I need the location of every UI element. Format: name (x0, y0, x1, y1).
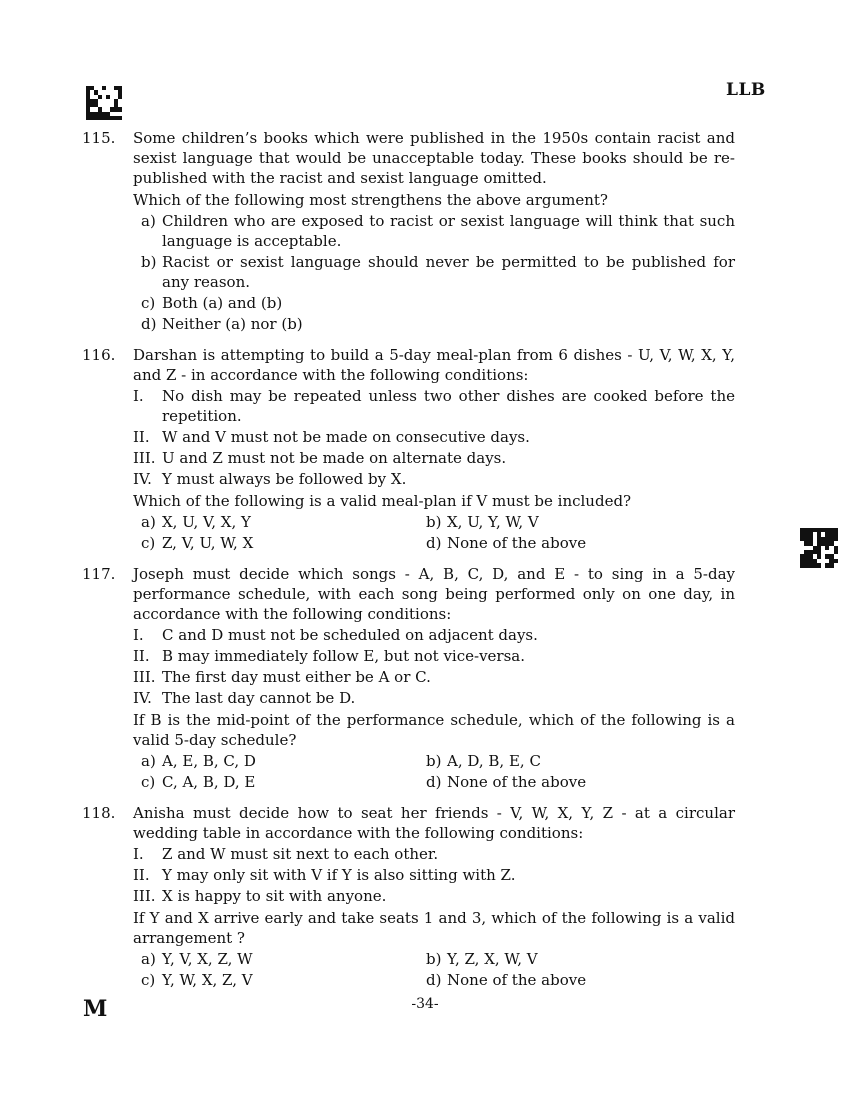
option-key: b) (141, 253, 157, 271)
condition-key: III. (133, 449, 156, 467)
option-text: Y, Z, X, W, V (447, 950, 538, 968)
condition-key: I. (133, 626, 144, 644)
question-prompt: If B is the mid-point of the performance schedule, which of the following is a valid 5-day schedule? (133, 711, 735, 749)
condition-list (133, 844, 735, 906)
option-text: X, U, V, X, Y (162, 513, 251, 531)
question-number: 118. (82, 804, 116, 822)
option-key: d) (141, 315, 157, 333)
option-d (418, 772, 718, 792)
question-stem: Darshan is attempting to build a 5-day meal-plan from 6 dishes - U, V, W, X, Y, and Z - in accordance with the following conditions: (133, 346, 735, 384)
condition-item (133, 865, 735, 885)
option-grid (133, 512, 735, 553)
option-text: Children who are exposed to racist or sexist language will think that such language is acceptable. (162, 212, 735, 250)
option-d (133, 314, 735, 334)
option-grid (133, 949, 735, 990)
condition-text: X is happy to sit with anyone. (162, 887, 387, 905)
condition-text: Y may only sit with V if Y is also sitting with Z. (162, 866, 516, 884)
condition-text: W and V must not be made on consecutive days. (162, 428, 530, 446)
option-key: c) (141, 534, 156, 552)
option-text: Racist or sexist language should never be permitted to be published for any reason. (162, 253, 735, 291)
option-d (418, 533, 718, 553)
question-117 (82, 564, 735, 792)
condition-key: IV. (133, 689, 152, 707)
option-d (418, 970, 718, 990)
condition-text: The last day cannot be D. (162, 689, 356, 707)
condition-text: No dish may be repeated unless two other dishes are cooked before the repetition. (162, 387, 735, 425)
option-key: d) (426, 773, 442, 791)
option-key: a) (141, 513, 156, 531)
datamatrix-code-icon (86, 86, 122, 120)
option-text: None of the above (447, 971, 587, 989)
question-list (82, 128, 735, 1001)
option-b (418, 949, 718, 969)
series-code: LLB (726, 80, 766, 100)
condition-key: II. (133, 428, 150, 446)
question-116 (82, 345, 735, 553)
condition-key: III. (133, 668, 156, 686)
option-text: Both (a) and (b) (162, 294, 283, 312)
qr-code-icon (800, 528, 838, 568)
option-text: Y, W, X, Z, V (162, 971, 253, 989)
option-key: a) (141, 212, 156, 230)
condition-item (133, 886, 735, 906)
option-text: X, U, Y, W, V (447, 513, 539, 531)
option-c (133, 772, 418, 792)
option-text: None of the above (447, 773, 587, 791)
option-a (133, 751, 418, 771)
condition-key: I. (133, 387, 144, 405)
question-118 (82, 803, 735, 990)
option-text: None of the above (447, 534, 587, 552)
option-text: A, D, B, E, C (447, 752, 541, 770)
option-key: d) (426, 534, 442, 552)
condition-item (133, 427, 735, 447)
question-stem: Some children’s books which were published in the 1950s contain racist and sexist language that would be unacceptable today. These books should be re-published with the racist and sexist language omitted. (133, 129, 735, 187)
condition-text: Z and W must sit next to each other. (162, 845, 439, 863)
condition-key: I. (133, 845, 144, 863)
option-list (133, 211, 735, 334)
option-b (418, 512, 718, 532)
condition-item (133, 688, 735, 708)
option-key: b) (426, 513, 442, 531)
condition-key: IV. (133, 470, 152, 488)
option-text: C, A, B, D, E (162, 773, 256, 791)
condition-item (133, 448, 735, 468)
question-prompt: If Y and X arrive early and take seats 1 and 3, which of the following is a valid arrangement ? (133, 909, 735, 947)
condition-item (133, 844, 735, 864)
option-b (418, 751, 718, 771)
question-number: 116. (82, 346, 116, 364)
option-key: a) (141, 752, 156, 770)
question-prompt: Which of the following most strengthens the above argument? (133, 191, 608, 209)
condition-text: Y must always be followed by X. (162, 470, 407, 488)
question-prompt: Which of the following is a valid meal-plan if V must be included? (133, 492, 632, 510)
option-text: A, E, B, C, D (162, 752, 256, 770)
condition-list (133, 386, 735, 489)
option-key: d) (426, 971, 442, 989)
option-c (133, 970, 418, 990)
option-text: Y, V, X, Z, W (162, 950, 253, 968)
condition-key: II. (133, 647, 150, 665)
condition-key: III. (133, 887, 156, 905)
question-stem: Anisha must decide how to seat her friends - V, W, X, Y, Z - at a circular wedding table in accordance with the following conditions: (133, 804, 735, 842)
set-code: M (83, 996, 108, 1022)
option-a (133, 211, 735, 251)
option-key: c) (141, 971, 156, 989)
option-grid (133, 751, 735, 792)
option-key: c) (141, 294, 156, 312)
question-115 (82, 128, 735, 334)
condition-item (133, 469, 735, 489)
option-c (133, 533, 418, 553)
option-b (133, 252, 735, 292)
option-key: b) (426, 950, 442, 968)
condition-key: II. (133, 866, 150, 884)
option-key: b) (426, 752, 442, 770)
option-key: c) (141, 773, 156, 791)
condition-item (133, 625, 735, 645)
question-number: 117. (82, 565, 116, 583)
condition-item (133, 386, 735, 426)
condition-text: The first day must either be A or C. (162, 668, 431, 686)
condition-text: U and Z must not be made on alternate days. (162, 449, 507, 467)
option-text: Neither (a) nor (b) (162, 315, 303, 333)
condition-item (133, 646, 735, 666)
option-c (133, 293, 735, 313)
condition-list (133, 625, 735, 708)
condition-text: B may immediately follow E, but not vice-versa. (162, 647, 526, 665)
option-text: Z, V, U, W, X (162, 534, 254, 552)
question-stem: Joseph must decide which songs - A, B, C, D, and E - to sing in a 5-day performance schedule, with each song being performed only on one day, in accordance with the following conditions: (133, 565, 735, 623)
condition-item (133, 667, 735, 687)
condition-text: C and D must not be scheduled on adjacent days. (162, 626, 538, 644)
option-key: a) (141, 950, 156, 968)
option-a (133, 949, 418, 969)
page-number: -34- (411, 996, 439, 1012)
option-a (133, 512, 418, 532)
question-number: 115. (82, 129, 116, 147)
